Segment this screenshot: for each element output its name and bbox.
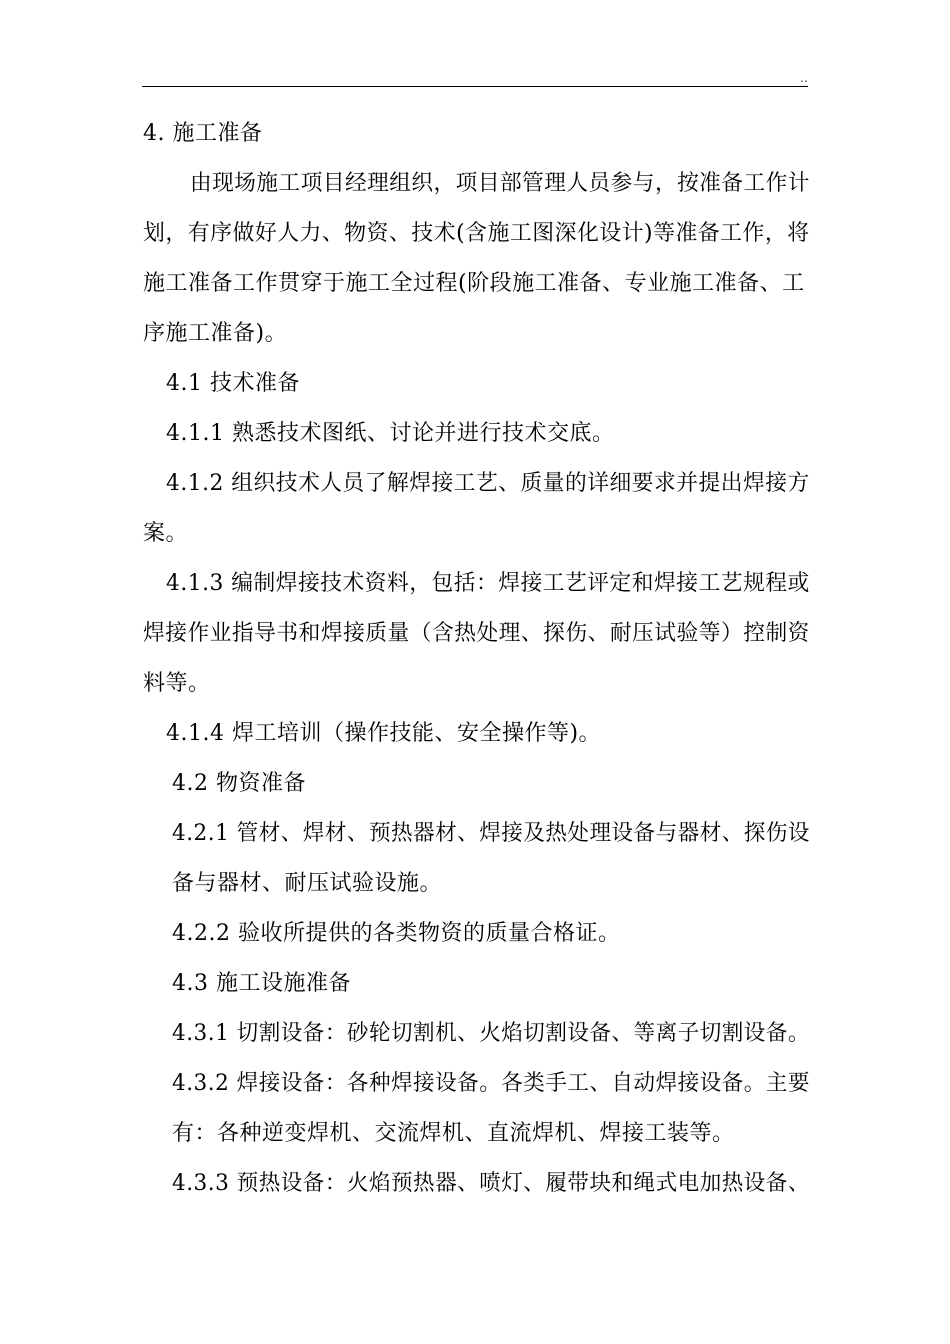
section-heading-4-3: 4.3 施工设施准备 (172, 971, 351, 996)
item-4-1-3-cont: 焊接作业指导书和焊接质量（含热处理、探伤、耐压试验等）控制资 (143, 621, 810, 646)
item-4-1-3-cont: 料等。 (143, 671, 211, 696)
item-4-1-1: 4.1.1 熟悉技术图纸、讨论并进行技术交底。 (166, 421, 615, 446)
item-4-1-2-cont: 案。 (143, 521, 189, 546)
item-4-1-4: 4.1.4 焊工培训（操作技能、安全操作等)。 (166, 721, 602, 746)
paragraph-line: 施工准备工作贯穿于施工全过程(阶段施工准备、专业施工准备、工 (143, 271, 805, 296)
item-4-3-1: 4.3.1 切割设备：砂轮切割机、火焰切割设备、等离子切割设备。 (172, 1021, 810, 1046)
paragraph-line: 由现场施工项目经理组织，项目部管理人员参与，按准备工作计 (190, 171, 810, 196)
item-4-1-2: 4.1.2 组织技术人员了解焊接工艺、质量的详细要求并提出焊接方 (166, 471, 810, 496)
item-4-2-1: 4.2.1 管材、焊材、预热器材、焊接及热处理设备与器材、探伤设 (172, 821, 810, 846)
item-4-2-1-cont: 备与器材、耐压试验设施。 (172, 871, 443, 896)
header-mark: .. (800, 71, 808, 85)
paragraph-line: 划，有序做好人力、物资、技术(含施工图深化设计)等准备工作，将 (143, 221, 810, 246)
item-4-3-3: 4.3.3 预热设备：火焰预热器、喷灯、履带块和绳式电加热设备、 (172, 1171, 810, 1196)
paragraph-line: 序施工准备)。 (143, 321, 288, 346)
item-4-1-3: 4.1.3 编制焊接技术资料，包括：焊接工艺评定和焊接工艺规程或 (166, 571, 810, 596)
item-4-2-2: 4.2.2 验收所提供的各类物资的质量合格证。 (172, 921, 621, 946)
section-heading-4-1: 4.1 技术准备 (166, 371, 300, 396)
header-rule (142, 86, 808, 87)
item-4-3-2: 4.3.2 焊接设备：各种焊接设备。各类手工、自动焊接设备。主要 (172, 1071, 810, 1096)
item-4-3-2-cont: 有：各种逆变焊机、交流焊机、直流焊机、焊接工装等。 (172, 1121, 735, 1146)
section-heading-4-2: 4.2 物资准备 (172, 771, 306, 796)
section-heading-4: 4. 施工准备 (143, 121, 263, 146)
